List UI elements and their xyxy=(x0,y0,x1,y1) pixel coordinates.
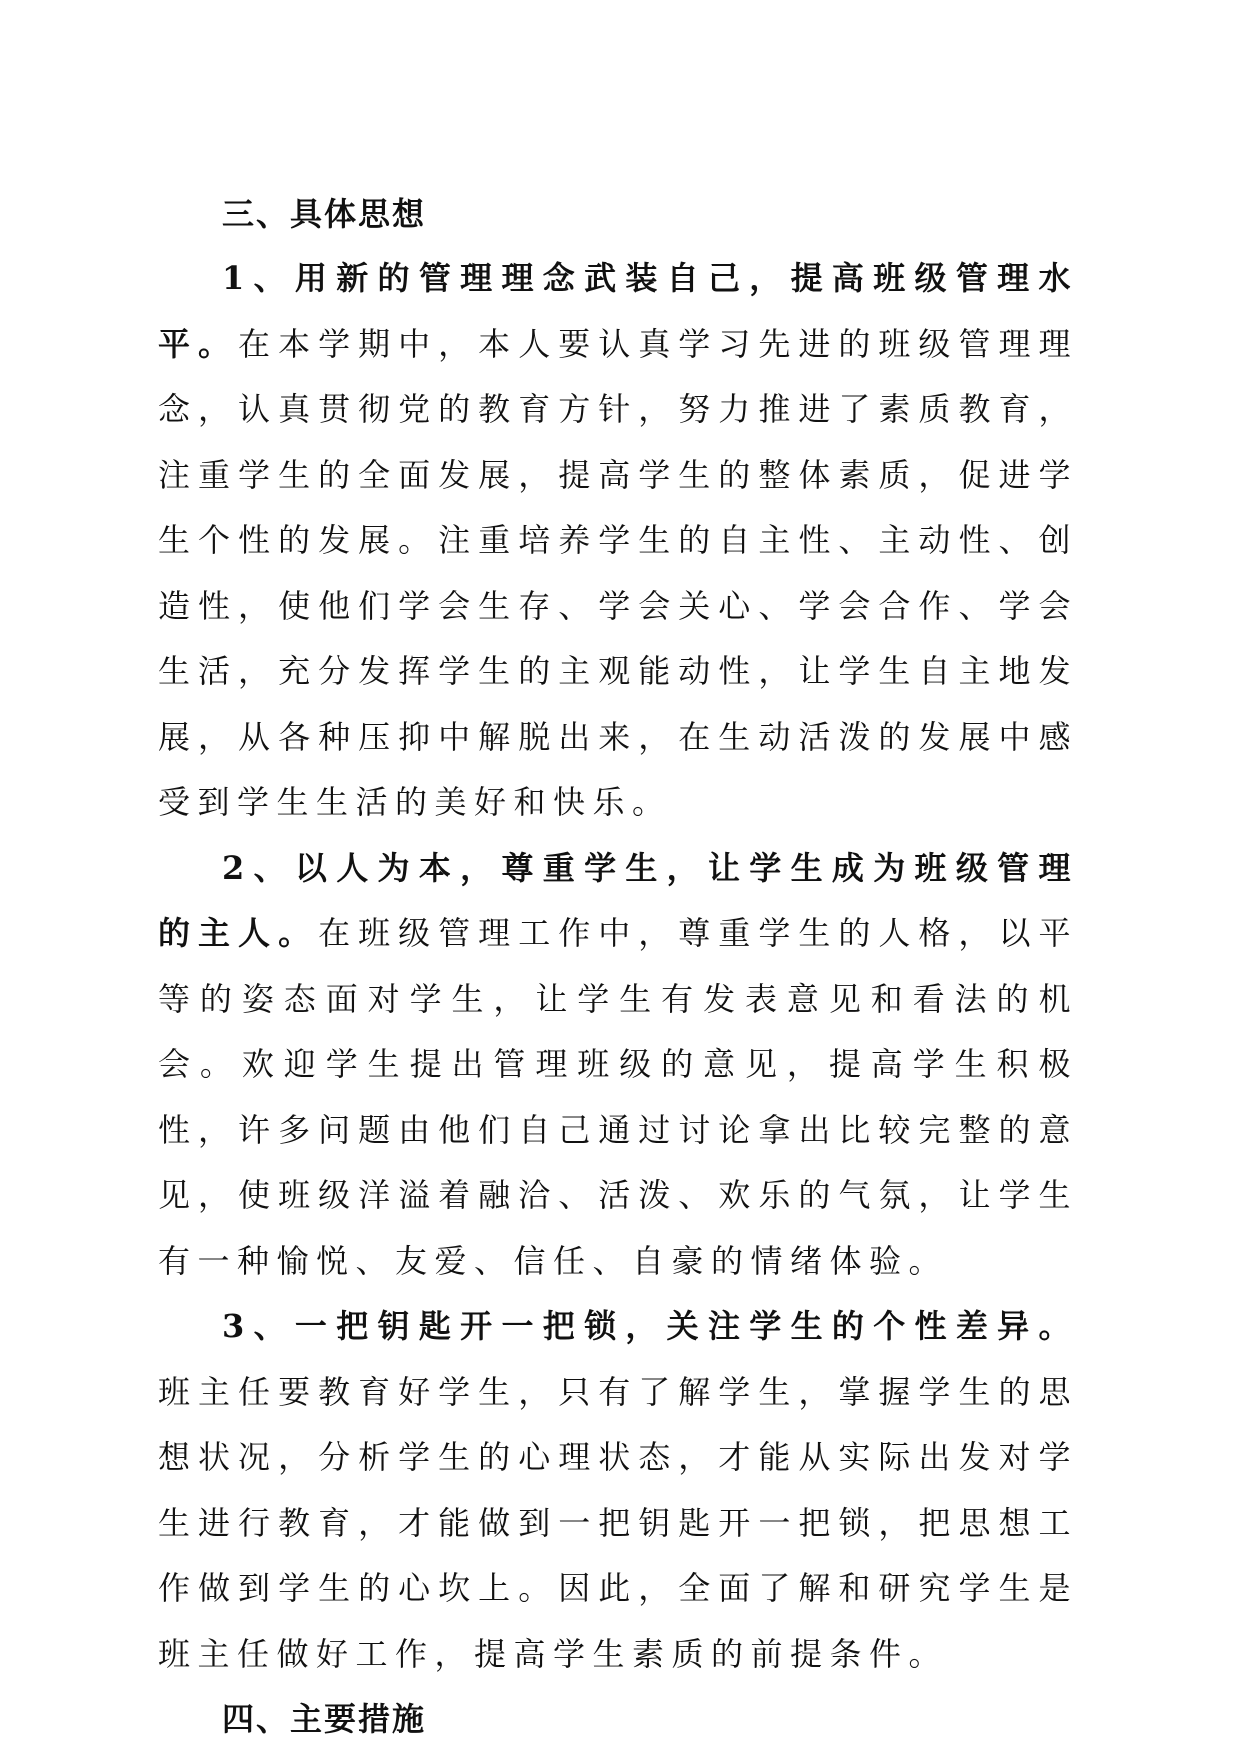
paragraph-1-body: 在本学期中，本人要认真学习先进的班级管理理念，认真贯彻党的教育方针，努力推进了素质教育，注重学生的全面发展，提高学生的整体素质，促进学生个性的发展。注重培养学生的自主性、主动性、创造性，使他们学会生存、学会关心、学会合作、学会生活，充分发挥学生的主观能动性，让学生自主地发展，从各种压抑中解脱出来，在生动活泼的发展中感受到学生生活的美好和快乐。 xyxy=(158,324,1078,821)
section-heading-4: 四、主要措施 xyxy=(222,1700,427,1738)
paragraph-3-body: 班主任要教育好学生，只有了解学生，掌握学生的思想状况，分析学生的心理状态，才能从实际出发对学生进行教育，才能做到一把钥匙开一把锁，把思想工作做到学生的心坎上。因此，全面了解和研究学生是班主任做好工作，提高学生素质的前提条件。 xyxy=(158,1372,1078,1673)
paragraph-2-lead: 2、以人为本，尊重学生，让学生成为班级管理的主人。 xyxy=(158,848,1078,952)
paragraph-2 xyxy=(158,836,1078,1295)
paragraph-2-body: 在班级管理工作中，尊重学生的人格，以平等的姿态面对学生，让学生有发表意见和看法的机会。欢迎学生提出管理班级的意见，提高学生积极性，许多问题由他们自己通过讨论拿出比较完整的意见，使班级洋溢着融洽、活泼、欢乐的气氛，让学生有一种愉悦、友爱、信任、自豪的情绪体验。 xyxy=(158,914,1078,1280)
paragraph-3 xyxy=(158,1294,1078,1687)
paragraph-1-lead: 1、用新的管理理念武装自己，提高班级管理水平。 xyxy=(158,259,1078,363)
paragraph-3-lead: 3、一把钥匙开一把锁，关注学生的个性差异。 xyxy=(222,1307,1078,1345)
section-heading-3: 三、具体思想 xyxy=(222,195,427,233)
paragraph-1 xyxy=(158,246,1078,836)
document-page xyxy=(158,182,1078,1751)
